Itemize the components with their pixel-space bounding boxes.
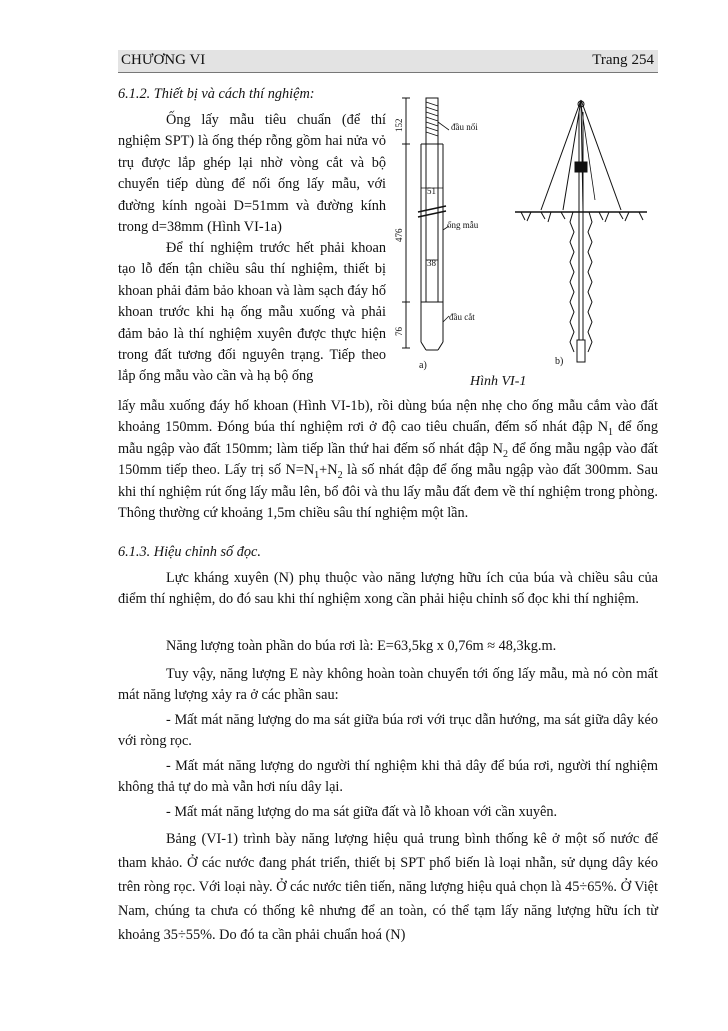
label-dim-476: 476 <box>394 228 404 242</box>
figure-spt-equipment <box>385 92 658 372</box>
paragraph-correction: Lực kháng xuyên (N) phụ thuộc vào năng lượng hữu ích của búa và chiều sâu của điểm thí nghiệm, do đó sau khi thí nghiệm xong cần phải hiệu chỉnh số đọc khi thí nghiệm. <box>118 570 658 608</box>
section-heading-612: 6.1.2. Thiết bị và cách thí nghiệm: <box>118 86 315 102</box>
section-heading-613: 6.1.3. Hiệu chỉnh số đọc. <box>118 544 261 560</box>
label-outer-diameter: 51 <box>427 186 436 196</box>
sampler-drawing <box>402 98 449 350</box>
drilling-rig-drawing <box>515 100 647 362</box>
paragraph-table-reference: Bảng (VI-1) trình bày năng lượng hiệu quả trung bình thống kê ở một số nước để tham khảo. Ở các nước đang phát triển, thiết bị SPT phổ biến là loại nhẫn, sử dụng dây kéo trên ròng rọc. Với loại này. Ở các nước tiên tiến, năng lượng hiệu quả chọn là 45÷65%. Ở Việt Nam, chúng ta chưa có thống kê nhưng để an toàn, có thể tạm lấy năng lượng hữu ích từ khoảng 35÷55%. Do đó ta cần phải chuẩn hoá (N) <box>118 831 658 943</box>
paragraph-energy: Năng lượng toàn phần do búa rơi là: E=63,5kg x 0,76m ≈ 48,3kg.m. <box>166 638 557 654</box>
chapter-title: CHƯƠNG VI <box>121 52 206 68</box>
page-indicator <box>592 52 654 69</box>
figure-caption: Hình VI-1 <box>470 374 527 389</box>
label-subfigure-b: b) <box>555 356 564 367</box>
paragraph-procedure-continued: lấy mẫu xuống đáy hố khoan (Hình VI-1b), rồi dùng búa nện nhẹ cho ống mẫu cắm vào đất khoảng 150mm. Đóng búa thí nghiệm rơi ở độ cao tiêu chuẩn, đếm số nhát đập $N_1$ để ống mẫu ngập vào đất 150mm; làm tiếp lần thứ hai đếm số nhát đập $N_2$ để ống mẫu ngập vào đất 150mm tiếp theo. Lấy trị số $N=N_1+N_2$ là số nhát đập để ống mẫu ngập vào đất 300mm. Sau khi thí nghiệm rút ống lấy mẫu lên, bổ đôi và thu lấy mẫu đất đem về thí nghiệm trong phòng. Thông thường cứ khoảng 1,5m chiều sâu thí nghiệm một lần. <box>118 398 658 522</box>
label-cutting-shoe: đầu cắt <box>449 312 475 322</box>
paragraph-sampler-description: Ống lấy mẫu tiêu chuẩn (để thí nghiệm SPT) là ống thép rỗng gồm hai nửa vỏ trụ được lắp ghép lại nhờ vòng cắt và bộ chuyển tiếp dùng để nối ống lấy mẫu, với đường kính ngoài D=51mm và đường kính trong d=38mm (Hình VI-1a) <box>118 112 386 236</box>
label-dim-152: 152 <box>394 118 404 132</box>
label-coupling: đầu nối <box>451 122 478 132</box>
page-number: 254 <box>631 52 654 68</box>
label-dim-76: 76 <box>394 327 404 336</box>
page-label: Trang <box>592 52 628 68</box>
bullet-friction: - Mất mát năng lượng do ma sát giữa búa rơi với trục dẫn hướng, ma sát giữa dây kéo với ròng rọc. <box>118 712 658 750</box>
ground-hatching <box>521 212 643 222</box>
label-inner-diameter: 38 <box>427 258 436 268</box>
label-sampler-tube: ống mẫu <box>447 220 479 230</box>
paragraph-energy-loss: Tuy vậy, năng lượng E này không hoàn toàn chuyển tới ống lấy mẫu, mà nó còn mất mát năng lượng xảy ra ở các phần sau: <box>118 666 658 704</box>
label-subfigure-a: a) <box>419 360 427 371</box>
page-header <box>118 50 658 73</box>
paragraph-procedure-start: Để thí nghiệm trước hết phải khoan tạo lỗ đến tận chiều sâu thí nghiệm, thiết bị khoan phải đảm bảo khoan và làm sạch đáy hố khoan trước khi hạ ống mẫu xuống và phải đảm bảo là thí nghiệm xuyên được thực hiện trong đất tương đối nguyên trạng. Tiếp theo lắp ống mẫu vào cần và hạ bộ ống <box>118 240 386 385</box>
bullet-operator: - Mất mát năng lượng do người thí nghiệm khi thả dây để búa rơi, người thí nghiệm không thả tự do mà vẫn hơi níu dây lại. <box>118 758 658 796</box>
bullet-soil-friction: - Mất mát năng lượng do ma sát giữa đất và lỗ khoan với cần xuyên. <box>166 804 558 820</box>
